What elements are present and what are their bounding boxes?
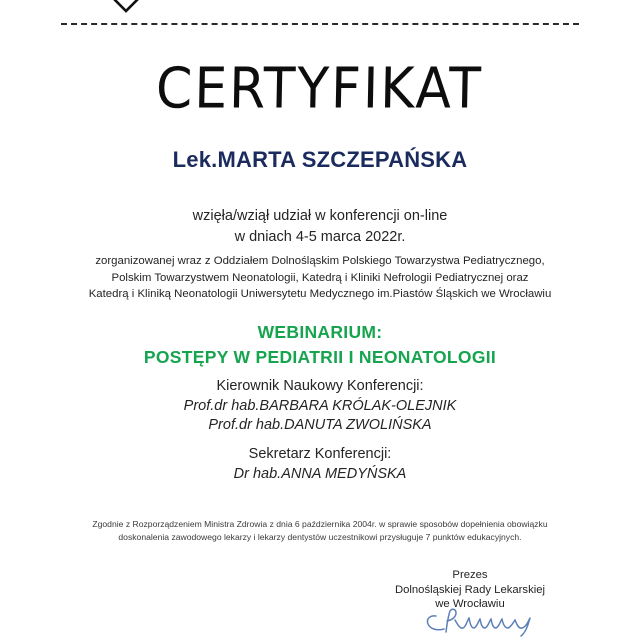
legal-note <box>0 518 640 544</box>
recipient-name: Lek.MARTA SZCZEPAŃSKA <box>172 147 468 172</box>
legal-note-line-2: doskonalenia zawodowego lekarzy i lekarzy dentystów uczestnikowi przysługuje 7 punktów edukacyjnych. <box>118 532 522 542</box>
organizers-paragraph <box>0 253 640 303</box>
organizers-line-3: Katedrą i Kliniką Neonatologii Uniwersytetu Medycznego im.Piastów Śląskich we Wrocławiu <box>88 288 552 300</box>
signatory-title-line-1: Prezes <box>452 569 488 581</box>
scientific-committee-block <box>0 375 640 435</box>
page-title: CERTYFIKAT <box>155 56 484 122</box>
divider-dashed-line <box>61 23 579 25</box>
secretary-person: Dr hab.ANNA MEDYŃSKA <box>233 466 407 482</box>
scientific-committee-label: Kierownik Naukowy Konferencji: <box>216 378 424 394</box>
signatory-title-line-3: we Wrocławiu <box>435 598 505 610</box>
legal-note-line-1: Zgodnie z Rozporządzeniem Ministra Zdrowia z dnia 6 października 2004r. w sprawie sposobów dopełnienia obowiązku <box>92 519 548 529</box>
secretary-committee-block <box>0 443 640 484</box>
webinar-heading-line-2: POSTĘPY W PEDIATRII I NEONATOLOGII <box>143 347 497 367</box>
signatory-title-line-2: Dolnośląskiej Rady Lekarskiej <box>394 583 546 596</box>
handwritten-signature-icon <box>422 606 548 640</box>
signature-block <box>330 568 610 612</box>
organizers-line-1: zorganizowanej wraz z Oddziałem Dolnośląskim Polskiego Towarzystwa Pediatrycznego, <box>95 255 545 267</box>
scientific-committee-person: Prof.dr hab.DANUTA ZWOLIŃSKA <box>208 417 432 433</box>
scientific-committee-person: Prof.dr hab.BARBARA KRÓLAK-OLEJNIK <box>183 398 457 414</box>
participation-statement <box>0 206 640 248</box>
webinar-heading-line-1: WEBINARIUM: <box>257 322 383 342</box>
shield-emblem-icon <box>95 0 157 14</box>
participation-line-2: w dniach 4-5 marca 2022r. <box>234 229 406 245</box>
webinar-heading <box>0 320 640 370</box>
participation-line-1: wzięła/wziął udział w konferencji on-line <box>192 208 448 224</box>
secretary-label: Sekretarz Konferencji: <box>248 446 392 462</box>
organizers-line-2: Polskim Towarzystwem Neonatologii, Katedrą i Kliniki Nefrologii Pediatrycznej oraz <box>111 271 529 284</box>
